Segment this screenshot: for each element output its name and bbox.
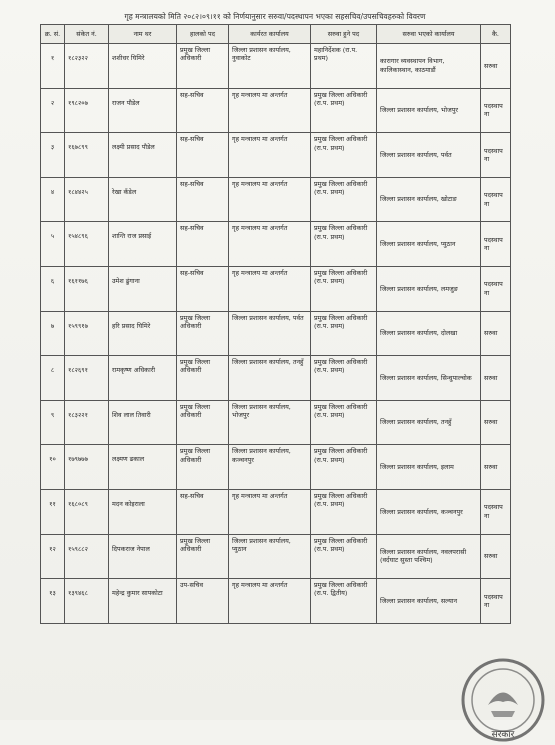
cell-remark: सरुवा (481, 534, 511, 579)
cell-serial: ११ (41, 489, 65, 534)
cell-current-post: सह-सचिव (177, 133, 229, 178)
cell-code: १७९७७७ (65, 445, 109, 490)
cell-new-office: जिल्ला प्रशासन कार्यालय, नवलपरासी (वर्दघाट सुस्ता पश्चिम) (377, 534, 481, 579)
cell-current-post: प्रमुख जिल्ला अधिकारी (177, 445, 229, 490)
cell-new-post: प्रमुख जिल्ला अधिकारी (रा.प. प्रथम) (311, 534, 377, 579)
cell-code: १६८०८९ (65, 489, 109, 534)
cell-remark: सरुवा (481, 356, 511, 401)
cell-remark: पदस्थापना (481, 266, 511, 311)
cell-current-post: प्रमुख जिल्ला अधिकारी (177, 400, 229, 445)
cell-new-office: जिल्ला प्रशासन कार्यालय, लमजुङ (377, 266, 481, 311)
cell-new-office: जिल्ला प्रशासन कार्यालय, कञ्चनपुर (377, 489, 481, 534)
cell-name: दिपकराज नेपाल (109, 534, 177, 579)
cell-remark: सरुवा (481, 311, 511, 356)
cell-new-office: जिल्ला प्रशासन कार्यालय, प्युठान (377, 222, 481, 267)
cell-current-office: जिल्ला प्रशासन कार्यालय, पर्वत (229, 311, 311, 356)
cell-remark: पदस्थापना (481, 133, 511, 178)
cell-new-post: प्रमुख जिल्ला अधिकारी (रा.प. प्रथम) (311, 133, 377, 178)
cell-current-post: प्रमुख जिल्ला अधिकारी (177, 356, 229, 401)
government-seal (458, 655, 548, 745)
table-row (41, 311, 511, 356)
table-row (41, 133, 511, 178)
cell-new-post: प्रमुख जिल्ला अधिकारी (रा.प. प्रथम) (311, 489, 377, 534)
cell-current-office: जिल्ला प्रशासन कार्यालय, भोजपुर (229, 400, 311, 445)
header-current-office: कार्यरत कार्यालय (229, 25, 311, 44)
cell-new-office: कारागार व्यवस्थापन विभाग, कालिकास्थान, काठमाडौं (377, 44, 481, 89)
cell-new-office: जिल्ला प्रशासन कार्यालय, खोटाङ (377, 177, 481, 222)
header-code: संकेत नं. (65, 25, 109, 44)
cell-name: उमेश ढुंगाना (109, 266, 177, 311)
cell-current-post: सह-सचिव (177, 266, 229, 311)
cell-new-post: प्रमुख जिल्ला अधिकारी (रा.प. प्रथम) (311, 266, 377, 311)
cell-name: लक्ष्मी प्रसाद पौडेल (109, 133, 177, 178)
cell-current-office: गृह मन्त्रालय मा अन्तर्गत (229, 133, 311, 178)
cell-name: शिव लाल तिवारी (109, 400, 177, 445)
cell-current-office: गृह मन्त्रालय मा अन्तर्गत (229, 579, 311, 624)
cell-remark: पदस्थापना (481, 489, 511, 534)
cell-new-post: प्रमुख जिल्ला अधिकारी (रा.प. प्रथम) (311, 88, 377, 133)
transfer-table (40, 24, 511, 624)
cell-name: शशीधर घिमिरे (109, 44, 177, 89)
cell-name: मदन कोइराला (109, 489, 177, 534)
table-row (41, 489, 511, 534)
cell-new-post: प्रमुख जिल्ला अधिकारी (रा.प. प्रथम) (311, 356, 377, 401)
table-row (41, 88, 511, 133)
cell-current-office: जिल्ला प्रशासन कार्यालय, नुवाकोट (229, 44, 311, 89)
table-row (41, 356, 511, 401)
cell-remark: पदस्थापना (481, 177, 511, 222)
cell-new-office: जिल्ला प्रशासन कार्यालय, तनहुँ (377, 400, 481, 445)
cell-new-post: प्रमुख जिल्ला अधिकारी (रा.प. प्रथम) (311, 177, 377, 222)
cell-serial: ५ (41, 222, 65, 267)
cell-current-office: गृह मन्त्रालय मा अन्तर्गत (229, 222, 311, 267)
cell-new-post: प्रमुख जिल्ला अधिकारी (रा.प. द्वितीय) (311, 579, 377, 624)
cell-current-office: जिल्ला प्रशासन कार्यालय, प्युठान (229, 534, 311, 579)
cell-new-office: जिल्ला प्रशासन कार्यालय, इलाम (377, 445, 481, 490)
cell-current-post: प्रमुख जिल्ला अधिकारी (177, 534, 229, 579)
cell-serial: १ (41, 44, 65, 89)
cell-remark: सरुवा (481, 44, 511, 89)
table-row (41, 222, 511, 267)
cell-name: शान्ति राज प्रसाई (109, 222, 177, 267)
cell-serial: ७ (41, 311, 65, 356)
table-row (41, 400, 511, 445)
cell-code: १८२३२२ (65, 44, 109, 89)
cell-current-office: जिल्ला प्रशासन कार्यालय, तनहुँ (229, 356, 311, 401)
cell-name: हरि प्रसाद घिमिरे (109, 311, 177, 356)
cell-new-post: महानिर्देशक (रा.प. प्रथम) (311, 44, 377, 89)
table-row (41, 534, 511, 579)
header-current-post: हालको पद (177, 25, 229, 44)
cell-name: महेन्द्र कुमार सापकोटा (109, 579, 177, 624)
seal-emblem-base-icon (491, 711, 515, 717)
cell-new-office: जिल्ला प्रशासन कार्यालय, पर्वत (377, 133, 481, 178)
cell-new-post: प्रमुख जिल्ला अधिकारी (रा.प. प्रथम) (311, 445, 377, 490)
cell-serial: ३ (41, 133, 65, 178)
cell-current-post: सह-सचिव (177, 222, 229, 267)
cell-name: लक्ष्मण ढकाल (109, 445, 177, 490)
cell-serial: ८ (41, 356, 65, 401)
cell-serial: १३ (41, 579, 65, 624)
cell-code: १५९८८२ (65, 534, 109, 579)
cell-remark: पदस्थापना (481, 579, 511, 624)
cell-code: १६७८९९ (65, 133, 109, 178)
cell-code: १३९४६८ (65, 579, 109, 624)
cell-code: १६११७६ (65, 266, 109, 311)
cell-remark: सरुवा (481, 400, 511, 445)
cell-name: रेखा कँडेल (109, 177, 177, 222)
cell-current-post: उप-सचिव (177, 579, 229, 624)
table-row (41, 177, 511, 222)
table-row (41, 266, 511, 311)
cell-new-office: जिल्ला प्रशासन कार्यालय, भोजपुर (377, 88, 481, 133)
seal-emblem-icon (488, 693, 518, 706)
cell-current-office: गृह मन्त्रालय मा अन्तर्गत (229, 88, 311, 133)
cell-remark: सरुवा (481, 445, 511, 490)
cell-current-post: सह-सचिव (177, 88, 229, 133)
cell-new-office: जिल्ला प्रशासन कार्यालय, सल्यान (377, 579, 481, 624)
table-row (41, 44, 511, 89)
cell-code: १९८२०७ (65, 88, 109, 133)
cell-current-post: प्रमुख जिल्ला अधिकारी (177, 311, 229, 356)
cell-new-post: प्रमुख जिल्ला अधिकारी (रा.प. प्रथम) (311, 400, 377, 445)
cell-serial: ६ (41, 266, 65, 311)
cell-name: रामकृष्ण अधिकारी (109, 356, 177, 401)
header-serial: क्र. सं. (41, 25, 65, 44)
cell-code: १५९९१७ (65, 311, 109, 356)
header-new-office: सरुवा भएको कार्यालय (377, 25, 481, 44)
cell-new-office: जिल्ला प्रशासन कार्यालय, दोलखा (377, 311, 481, 356)
cell-new-office: जिल्ला प्रशासन कार्यालय, सिन्धुपाल्चोक (377, 356, 481, 401)
cell-current-office: गृह मन्त्रालय मा अन्तर्गत (229, 266, 311, 311)
cell-serial: १२ (41, 534, 65, 579)
cell-code: १८४४२५ (65, 177, 109, 222)
cell-current-post: सह-सचिव (177, 177, 229, 222)
cell-serial: ९ (41, 400, 65, 445)
cell-current-post: प्रमुख जिल्ला अधिकारी (177, 44, 229, 89)
cell-new-post: प्रमुख जिल्ला अधिकारी (रा.प. प्रथम) (311, 222, 377, 267)
cell-code: १८३२२१ (65, 400, 109, 445)
table-header-row (41, 25, 511, 44)
table-row (41, 579, 511, 624)
cell-serial: १० (41, 445, 65, 490)
header-new-post: सरुवा हुने पद (311, 25, 377, 44)
cell-code: १५४८९६ (65, 222, 109, 267)
cell-name: राजन पौडेल (109, 88, 177, 133)
cell-remark: पदस्थापना (481, 222, 511, 267)
seal-text: सरकार (491, 730, 515, 740)
cell-current-office: गृह मन्त्रालय मा अन्तर्गत (229, 489, 311, 534)
cell-code: १८२६९१ (65, 356, 109, 401)
cell-current-post: सह-सचिव (177, 489, 229, 534)
document-title: गृह मन्त्रालयको मिति २०८२।०९।११ को निर्णयानुसार सरुवा/पदस्थापन भएका सहसचिव/उपसचिवहरुको विवरण (124, 12, 426, 21)
header-name: नाम थर (109, 25, 177, 44)
cell-new-post: प्रमुख जिल्ला अधिकारी (रा.प. प्रथम) (311, 311, 377, 356)
cell-serial: ४ (41, 177, 65, 222)
cell-serial: २ (41, 88, 65, 133)
header-remark: कै. (481, 25, 511, 44)
cell-current-office: गृह मन्त्रालय मा अन्तर्गत (229, 177, 311, 222)
cell-remark: पदस्थापना (481, 88, 511, 133)
cell-current-office: जिल्ला प्रशासन कार्यालय, कञ्चनपुर (229, 445, 311, 490)
table-row (41, 445, 511, 490)
